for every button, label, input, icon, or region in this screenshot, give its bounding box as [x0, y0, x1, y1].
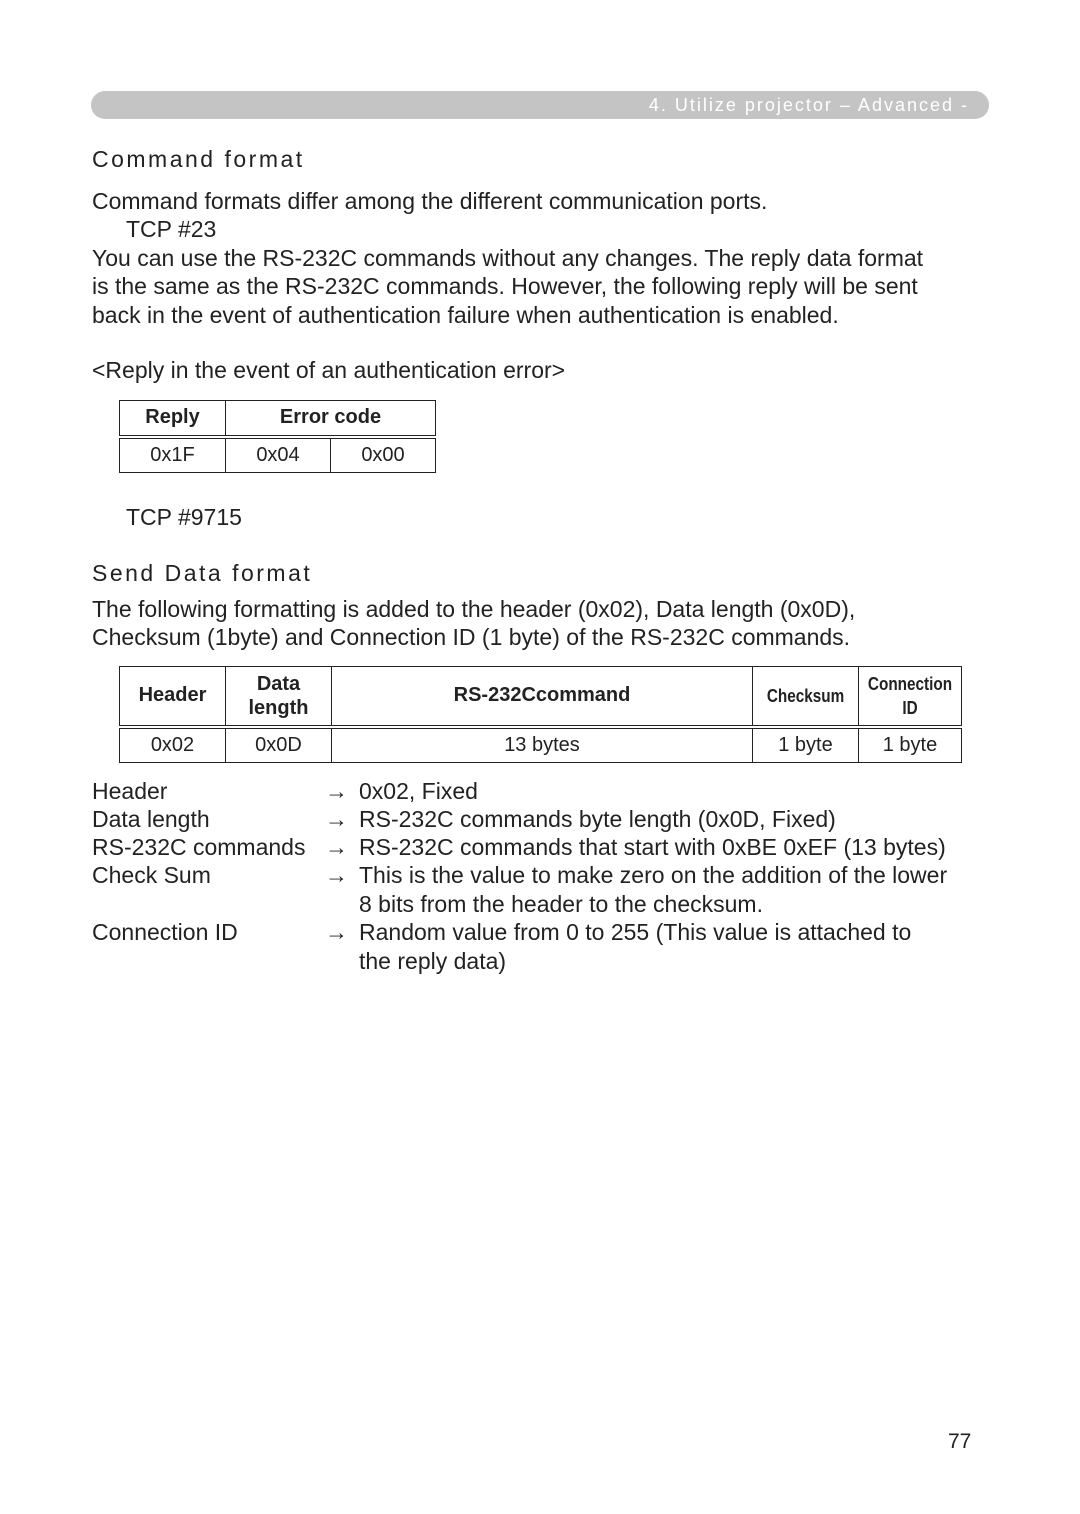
cell: 0x02 — [120, 727, 226, 763]
arrow-icon: → — [325, 806, 348, 832]
def-desc: the reply data) — [359, 948, 507, 974]
cell: 13 bytes — [332, 727, 753, 763]
reply-caption: <Reply in the event of an authentication error> — [92, 357, 566, 383]
def-desc: This is the value to make zero on the addition of the lower — [359, 862, 948, 888]
header-data-length: Data length — [226, 667, 332, 727]
header-reply: Reply — [120, 401, 226, 437]
arrow-icon: → — [325, 834, 348, 860]
header-rs232c-command: RS-232Ccommand — [332, 667, 753, 727]
arrow-icon: → — [325, 919, 348, 945]
para-line: is the same as the RS-232C commands. However, the following reply will be sent — [92, 273, 918, 299]
cell: 0x0D — [226, 727, 332, 763]
chapter-title: 4. Utilize projector – Advanced - — [648, 95, 969, 115]
page-number: 77 — [948, 1430, 972, 1453]
intro-text: Command formats differ among the different communication ports. — [92, 188, 768, 214]
tcp23-label: TCP #23 — [126, 216, 217, 242]
header-checksum: Checksum — [766, 685, 845, 706]
cell: 1 byte — [859, 727, 962, 763]
section-title-send-data-format: Send Data format — [92, 560, 313, 586]
send-data-table — [119, 666, 962, 763]
def-term: Check Sum — [92, 862, 211, 888]
def-term: Connection ID — [92, 919, 238, 945]
para-line: The following formatting is added to the header (0x02), Data length (0x0D), — [92, 596, 856, 622]
def-desc: RS-232C commands byte length (0x0D, Fixed) — [359, 806, 836, 832]
def-desc: 8 bits from the header to the checksum. — [359, 891, 763, 917]
header-connection-id: Connection ID — [867, 673, 953, 718]
def-term: Header — [92, 778, 168, 804]
def-desc: 0x02, Fixed — [359, 778, 478, 804]
header-header: Header — [120, 667, 226, 727]
section-title-command-format: Command format — [92, 146, 305, 172]
cell: 0x04 — [226, 437, 331, 473]
chapter-banner — [91, 91, 989, 119]
arrow-icon: → — [325, 862, 348, 888]
def-desc: Random value from 0 to 255 (This value is attached to — [359, 919, 912, 945]
def-term: RS-232C commands — [92, 834, 306, 860]
arrow-icon: → — [325, 778, 348, 804]
para-line: Checksum (1byte) and Connection ID (1 byte) of the RS-232C commands. — [92, 624, 851, 650]
tcp9715-label: TCP #9715 — [126, 504, 242, 530]
para-line: back in the event of authentication failure when authentication is enabled. — [92, 302, 839, 328]
cell: 0x1F — [120, 437, 226, 473]
def-term: Data length — [92, 806, 210, 832]
cell: 0x00 — [331, 437, 436, 473]
cell: 1 byte — [753, 727, 859, 763]
def-desc: RS-232C commands that start with 0xBE 0xEF (13 bytes) — [359, 834, 946, 860]
reply-table — [119, 400, 436, 473]
header-error-code: Error code — [226, 401, 436, 437]
para-line: You can use the RS-232C commands without any changes. The reply data format — [92, 245, 924, 271]
